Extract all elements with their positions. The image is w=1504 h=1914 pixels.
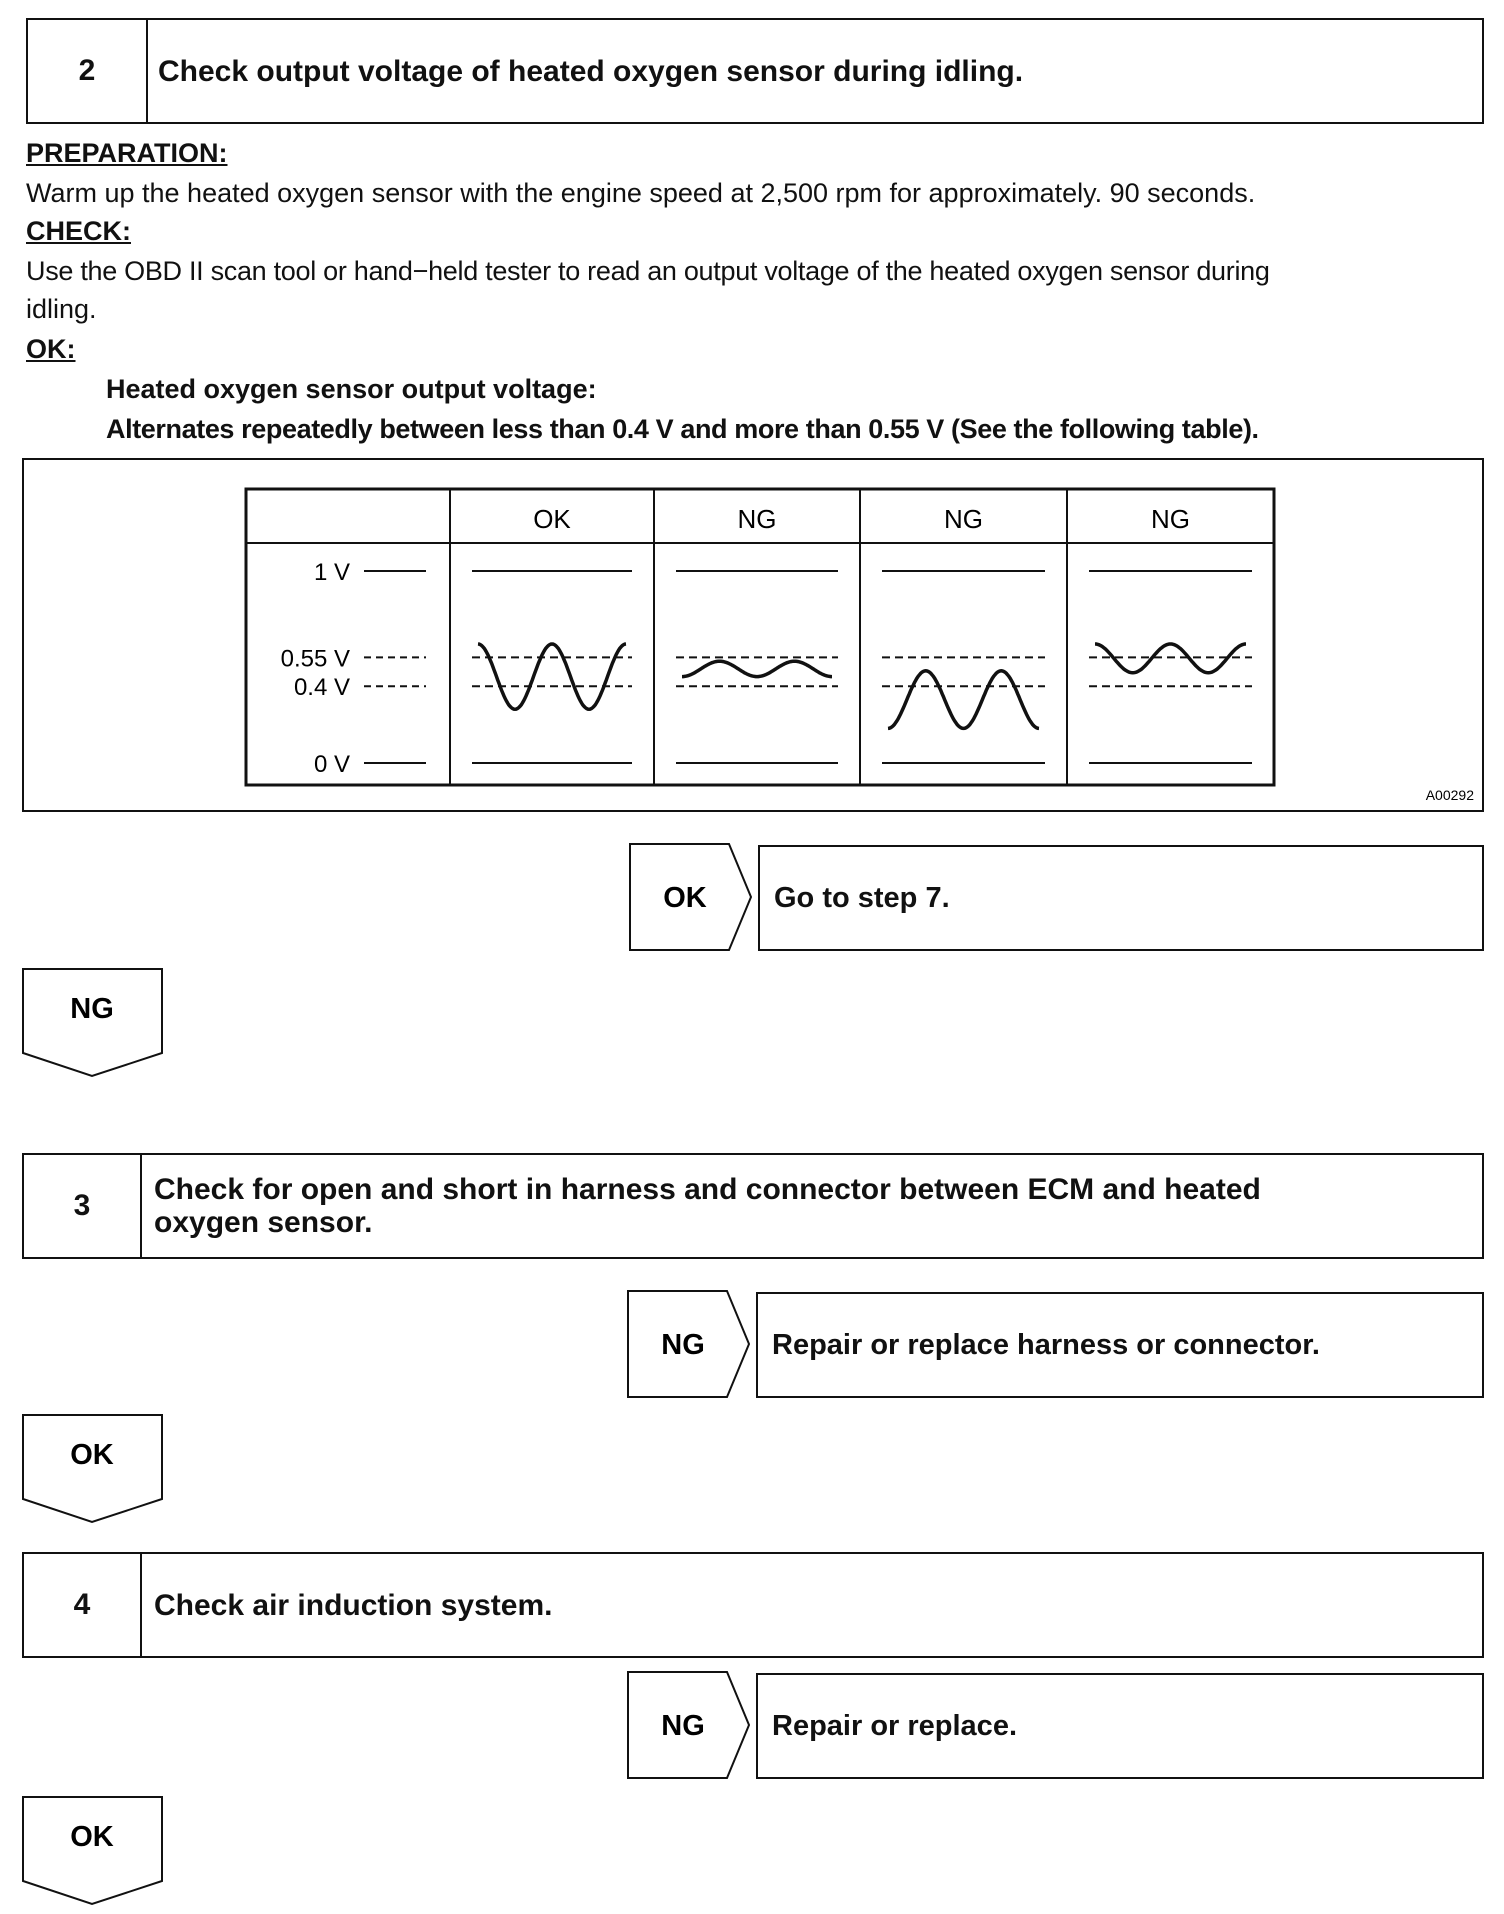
preparation-heading: PREPARATION: [26, 138, 228, 168]
step4-ng-arrow [627, 1671, 753, 1781]
step3-ok-label: OK [70, 1439, 114, 1471]
go-to-step7-text: Go to step 7. [774, 881, 950, 914]
ok-result-arrow [629, 843, 755, 953]
table-header-ng: NG [1151, 504, 1190, 534]
preparation-text: Warm up the heated oxygen sensor with the engine speed at 2,500 rpm for approximately. 90 seconds. [26, 178, 1256, 208]
go-to-step7-box [758, 845, 1484, 951]
figure-code: A00292 [1425, 787, 1474, 803]
voltage-label: 1 V [313, 559, 350, 586]
check-heading: CHECK: [26, 216, 131, 246]
step3-result-box [756, 1292, 1484, 1398]
step3-ng-arrow [627, 1290, 753, 1400]
step3-ng-label: NG [661, 1329, 705, 1361]
step4-ng-label: NG [661, 1710, 705, 1742]
step2-number: 2 [28, 20, 148, 122]
ok-result-label: OK [663, 882, 707, 914]
step2-header [26, 18, 1484, 124]
step4-ok-label: OK [70, 1821, 114, 1853]
step4-number: 4 [24, 1554, 142, 1656]
step4-header [22, 1552, 1484, 1658]
voltage-label: 0.4 V [293, 674, 350, 702]
step2-title: Check output voltage of heated oxygen sensor during idling. [158, 54, 1024, 88]
step3-header [22, 1153, 1484, 1259]
table-header-ok: OK [533, 504, 571, 534]
voltage-label: 0 V [313, 751, 350, 778]
step3-title-line2: oxygen sensor. [154, 1206, 373, 1239]
step3-result-text: Repair or replace harness or connector. [772, 1328, 1320, 1361]
step4-ok-down-arrow [22, 1796, 164, 1908]
step3-ok-down-arrow [22, 1414, 164, 1526]
step3-number: 3 [24, 1155, 142, 1257]
table-header-ng: NG [737, 504, 777, 534]
ng-label: NG [70, 993, 114, 1025]
table-header-ng: NG [944, 504, 983, 534]
ok-spec-line2: Alternates repeatedly between less than 0.4 V and more than 0.55 V (See the following table). [106, 414, 1259, 444]
step4-result-text: Repair or replace. [772, 1709, 1017, 1742]
waveform-figure [22, 458, 1484, 812]
ok-heading: OK: [26, 334, 76, 364]
ng-down-arrow [22, 968, 164, 1080]
step3-title [154, 1155, 1468, 1257]
step3-title-line1: Check for open and short in harness and connector between ECM and heated [154, 1173, 1261, 1206]
check-text-line1: Use the OBD II scan tool or hand−held tester to read an output voltage of the heated oxygen sensor during [26, 256, 1270, 286]
step4-title: Check air induction system. [154, 1588, 553, 1622]
step4-result-box [756, 1673, 1484, 1779]
ok-spec-line1: Heated oxygen sensor output voltage: [106, 374, 597, 404]
voltage-label: 0.55 V [280, 645, 350, 673]
check-text-line2: idling. [26, 294, 97, 324]
